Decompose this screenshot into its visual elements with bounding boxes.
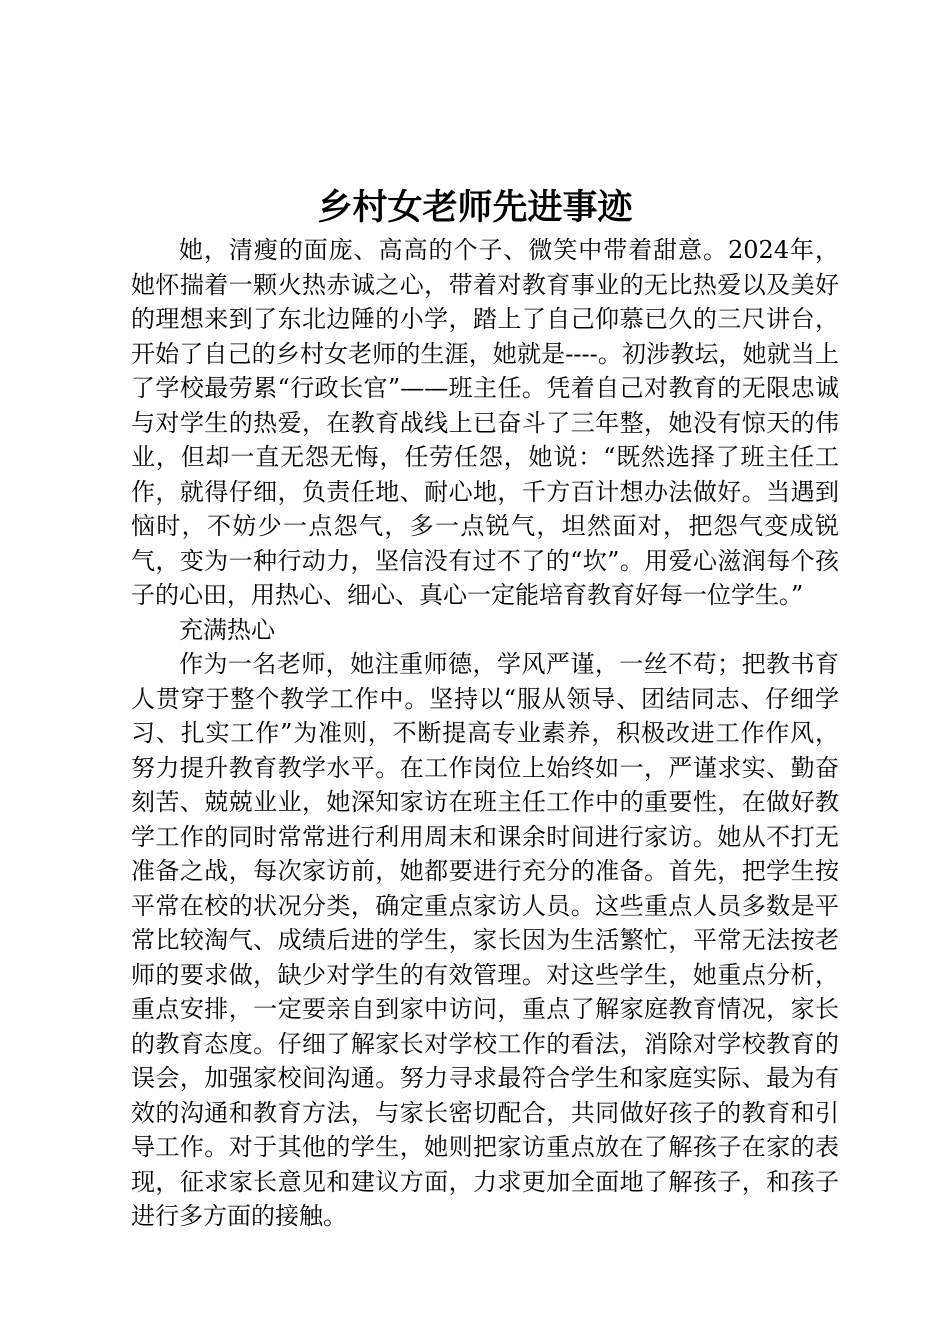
paragraph-intro: 她，清瘦的面庞、高高的个子、微笑中带着甜意。2024年，她怀揣着一颗火热赤诚之心，带着对教育事业的无比热爱以及美好的理想来到了东北边陲的小学，踏上了自己仰慕已久的三尺讲台，开始了自己的乡村女老师的生涯，她就是----。初涉教坛，她就当上了学校最劳累“行政长官”——班主任。凭着自己对教育的无限忠诚与对学生的热爱，在教育战线上已奋斗了三年整，她没有惊天的伟业，但却一直无怨无悔，任劳任怨，她说：“既然选择了班主任工作，就得仔细，负责任地、耐心地，千方百计想办法做好。当遇到恼时，不妨少一点怨气，多一点锐气，坦然面对，把怨气变成锐气，变为一种行动力，坚信没有过不了的“坎”。用爱心滋润每个孩子的心田，用热心、细心、真心一定能培育教育好每一位学生。” — [131, 236, 839, 609]
paragraph-home-visits: 作为一名老师，她注重师德，学风严谨，一丝不苟；把教书育人贯穿于整个教学工作中。坚持以“服从领导、团结同志、仔细学习、扎实工作”为准则，不断提高专业素养，积极改进工作作风，努力提升教育教学水平。在工作岗位上始终如一，严谨求实、勤奋刻苦、兢兢业业，她深知家访在班主任工作中的重要性，在做好教学工作的同时常常进行利用周末和课余时间进行家访。她从不打无准备之战，每次家访前，她都要进行充分的准备。首先，把学生按平常在校的状况分类，确定重点家访人员。这些重点人员多数是平常比较淘气、成绩后进的学生，家长因为生活繁忙，平常无法按老师的要求做，缺少对学生的有效管理。对这些学生，她重点分析，重点安排，一定要亲自到家中访问，重点了解家庭教育情况，家长的教育态度。仔细了解家长对学校工作的看法，消除对学校教育的误会，加强家校间沟通。努力寻求最符合学生和家庭实际、最为有效的沟通和教育方法，与家长密切配合，共同做好孩子的教育和引导工作。对于其他的学生，她则把家访重点放在了解孩子在家的表现，征求家长意见和建议方面，力求更加全面地了解孩子，和孩子进行多方面的接触。 — [131, 650, 839, 1230]
section-heading: 充满热心 — [179, 615, 275, 644]
document-title: 乡村女老师先进事迹 — [317, 187, 633, 228]
document-body — [131, 233, 839, 1234]
